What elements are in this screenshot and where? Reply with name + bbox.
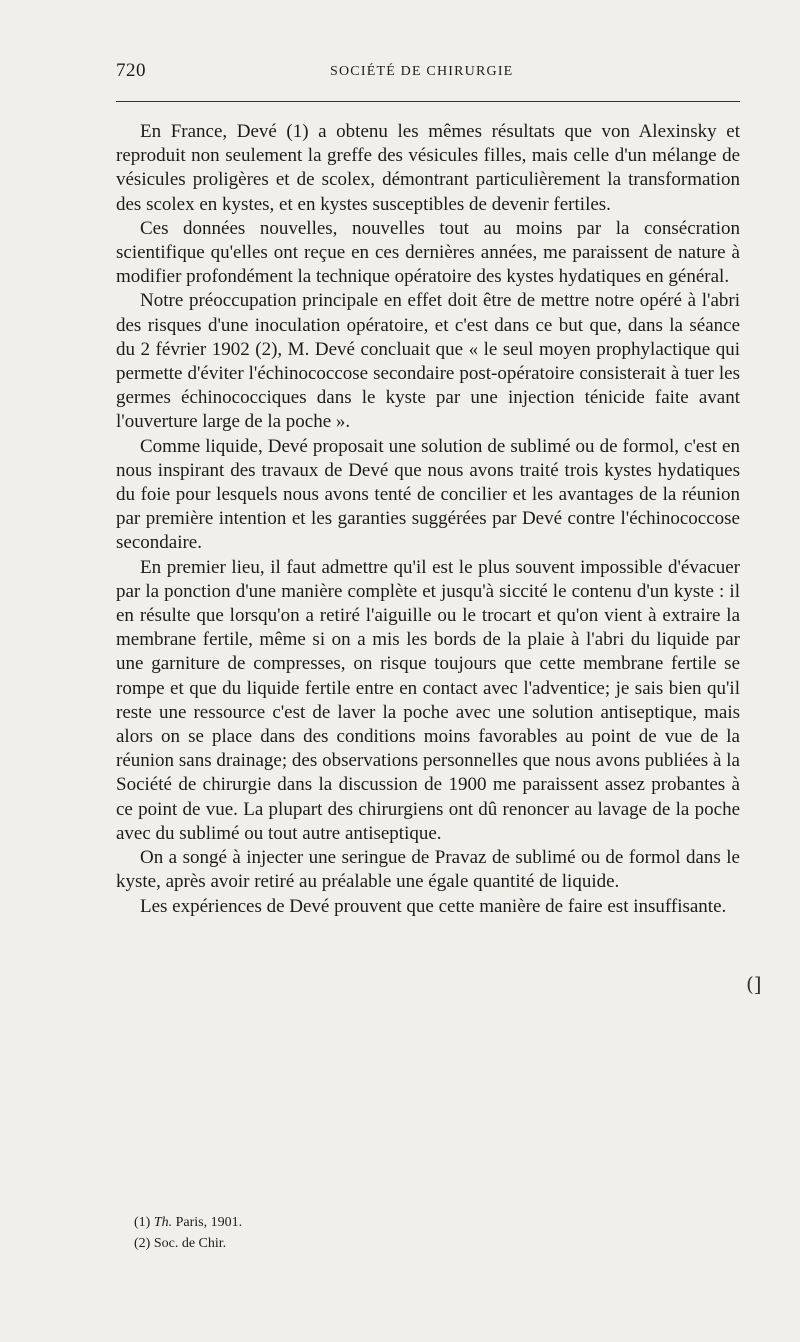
paragraph: En France, Devé (1) a obtenu les mêmes résultats que von Alexinsky et reproduit non seulement la greffe des vésicules filles, mais celle d'un mélange de vésicules proligères et de scolex, démontrant particulièrement la transformation des scolex en kystes, et en kystes susceptibles de devenir fertiles. [116,121,740,215]
page-number: 720 [116,60,146,81]
footnotes [134,1212,654,1254]
footnote-marker: (1) [134,1215,151,1230]
paragraph: Ces données nouvelles, nouvelles tout au moins par la consécration scientifique qu'elles ont reçue en ces dernières années, me paraissent de nature à modifier profondément la technique opératoire des kystes hydatiques en général. [116,217,740,288]
margin-annotation: (] [746,972,762,996]
header-rule [116,101,740,102]
footnote-text: Paris, 1901. [175,1215,243,1230]
footnote [134,1212,654,1233]
paragraph: Comme liquide, Devé proposait une solution de sublimé ou de formol, c'est en nous inspirant des travaux de Devé que nous avons traité trois kystes hydatiques du foie pour lesquels nous avons tenté de concilier et les avantages de la réunion par première intention et les garanties suggérées par Devé contre l'échinococcose secondaire. [116,435,740,554]
body-text [116,120,740,919]
paragraph: En premier lieu, il faut admettre qu'il est le plus souvent impossible d'évacuer par la ponction d'une manière complète et jusqu'à siccité le contenu d'un kyste : il en résulte que lorsqu'on a retiré l'aiguille ou le trocart et qu'on vient à extraire la membrane fertile, même si on a mis les bords de la plaie à l'abri du liquide par une garniture de compresses, on risque toujours que cette membrane fertile se rompe et que du liquide fertile entre en contact avec l'adventice; je sais bien qu'il reste une ressource c'est de laver la poche avec une solution antiseptique, mais alors on se place dans des conditions moins favorables au point de vue de la réunion sans drainage; des observations personnelles que nous avons publiées à la Société de chirurgie dans la discussion de 1900 me paraissent assez probantes à ce point de vue. La plupart des chirurgiens ont dû renoncer au lavage de la poche avec du sublimé ou tout autre antiseptique. [116,556,740,844]
running-head: SOCIÉTÉ DE CHIRURGIE [330,64,514,79]
page-header [116,60,740,90]
footnote-marker: (2) [134,1236,151,1251]
footnote-text: Soc. de Chir. [153,1236,227,1251]
paragraph: Notre préoccupation principale en effet doit être de mettre notre opéré à l'abri des risques d'une inoculation opératoire, et c'est dans ce but que, dans la séance du 2 février 1902 (2), M. Devé concluait que « le seul moyen prophylactique qui permette d'éviter l'échinococcose secondaire post-opératoire consisterait à tuer les germes échinococciques dans le kyste par une injection ténicide faite avant l'ouverture large de la poche ». [116,290,740,433]
footnote-italic: Th. [153,1215,173,1230]
paragraph: Les expériences de Devé prouvent que cette manière de faire est insuffisante. [140,895,727,917]
footnote [134,1233,654,1254]
paragraph: On a songé à injecter une seringue de Pravaz de sublimé ou de formol dans le kyste, après avoir retiré au préalable une égale quantité de liquide. [116,847,740,893]
